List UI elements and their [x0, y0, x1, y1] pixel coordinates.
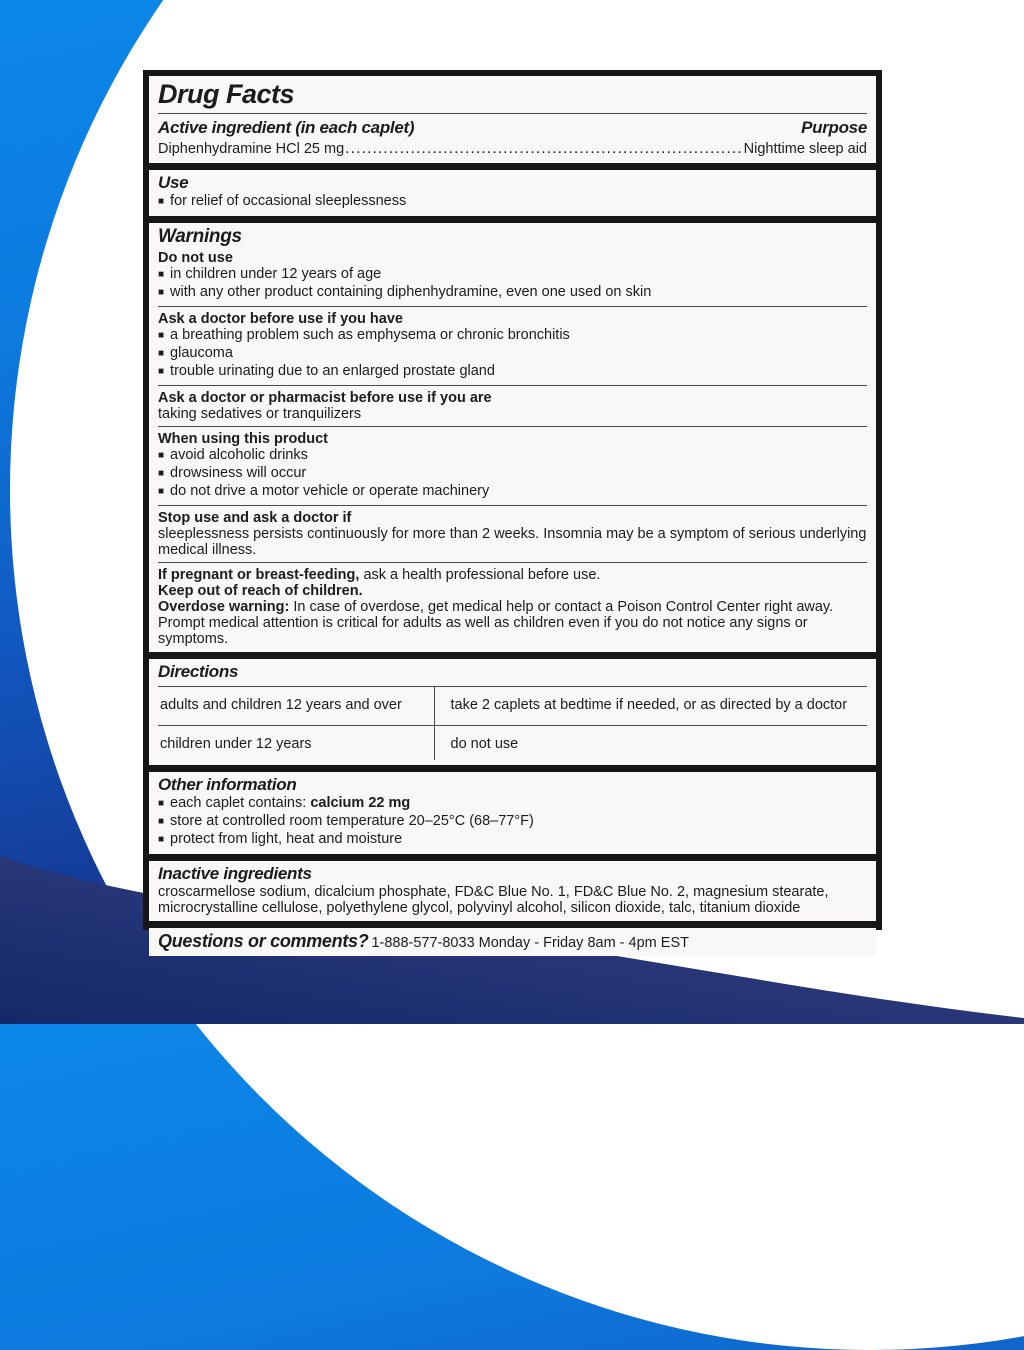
- divider-rule: [158, 505, 867, 506]
- keep-out-of-reach-line: Keep out of reach of children.: [158, 583, 363, 599]
- bullet-item: ■ in children under 12 years of age: [158, 266, 867, 284]
- overdose-text: In case of overdose, get medical help or contact a Poison Control Center right away. Prompt medical attention is critical for adults as well as children even if you do not notice any signs or symptoms.: [158, 599, 834, 647]
- divider-rule: [158, 562, 867, 563]
- inactive-ingredients-text: croscarmellose sodium, dicalcium phosphate, FD&C Blue No. 1, FD&C Blue No. 2, magnesium stearate, microcrystalline cellulose, polyethylene glycol, polyvinyl alcohol, silicon dioxide, talc, titanium dioxide: [158, 884, 829, 916]
- do-not-use-heading: Do not use: [158, 250, 233, 266]
- warnings-ask-doctor-pharmacist: [158, 390, 867, 422]
- section-use: [149, 170, 876, 216]
- divider-rule: [158, 426, 867, 427]
- section-inactive-ingredients: [149, 861, 876, 921]
- stop-use-heading: Stop use and ask a doctor if: [158, 510, 352, 526]
- ingredient-purpose: Nighttime sleep aid: [743, 141, 867, 157]
- when-using-heading: When using this product: [158, 431, 328, 447]
- directions-table: [158, 686, 867, 760]
- ask-doctor-pharmacist-text: taking sedatives or tranquilizers: [158, 406, 362, 422]
- warnings-stop-use: [158, 510, 867, 558]
- divider-rule: [158, 385, 867, 386]
- warnings-do-not-use: [158, 250, 867, 302]
- ingredient-name: Diphenhydramine HCl 25 mg: [158, 141, 345, 157]
- dots-leader: [345, 140, 743, 158]
- overdose-bold: Overdose warning:: [158, 599, 290, 615]
- other-information-heading: Other information: [158, 775, 297, 794]
- divider-rule: [158, 113, 867, 114]
- section-other-information: [149, 772, 876, 854]
- directions-row-dose: take 2 caplets at bedtime if needed, or as directed by a doctor: [450, 697, 848, 713]
- questions-phone-hours: 1-888-577-8033 Monday - Friday 8am - 4pm EST: [371, 935, 689, 951]
- stop-use-text: sleeplessness persists continuously for more than 2 weeks. Insomnia may be a symptom of serious underlying medical illness.: [158, 526, 867, 558]
- ingredient-row: [158, 140, 867, 158]
- divider-rule: [158, 306, 867, 307]
- active-ingredient-heading: Active ingredient (in each caplet): [158, 118, 415, 137]
- inactive-ingredients-heading: Inactive ingredients: [158, 864, 312, 883]
- warnings-pregnant-line: [158, 567, 867, 647]
- ask-doctor-pharmacist-heading: Ask a doctor or pharmacist before use if you are: [158, 390, 492, 406]
- pregnant-text: ask a health professional before use.: [359, 567, 601, 583]
- purpose-heading: Purpose: [801, 118, 867, 137]
- section-divider: [149, 921, 876, 928]
- questions-heading: Questions or comments?: [158, 931, 369, 951]
- directions-heading: Directions: [158, 662, 239, 681]
- section-divider: [149, 652, 876, 659]
- warnings-heading: Warnings: [158, 226, 242, 247]
- section-divider: [149, 765, 876, 772]
- bullet-item: ■ store at controlled room temperature 20–25°C (68–77°F): [158, 813, 867, 831]
- bullet-item: ■ protect from light, heat and moisture: [158, 831, 867, 849]
- other-info-calcium: calcium 22 mg: [310, 795, 411, 811]
- ask-doctor-heading: Ask a doctor before use if you have: [158, 311, 403, 327]
- bullet-item: ■ a breathing problem such as emphysema or chronic bronchitis: [158, 327, 867, 345]
- bullet-item: ■ drowsiness will occur: [158, 465, 867, 483]
- section-questions: [149, 928, 876, 956]
- section-active-ingredient: [149, 76, 876, 163]
- bullet-item: ■ do not drive a motor vehicle or operate machinery: [158, 483, 867, 501]
- section-divider: [149, 854, 876, 861]
- bullet-item: ■ trouble urinating due to an enlarged prostate gland: [158, 363, 867, 381]
- section-warnings: [149, 223, 876, 652]
- pregnant-bold: If pregnant or breast-feeding,: [158, 567, 360, 583]
- section-divider: [149, 163, 876, 170]
- drug-facts-title: Drug Facts: [158, 79, 295, 109]
- warnings-when-using: [158, 431, 867, 501]
- overdose-warning-line: [158, 599, 867, 647]
- other-info-prefix: each caplet contains:: [170, 795, 311, 811]
- use-heading: Use: [158, 173, 189, 192]
- directions-row-who: adults and children 12 years and over: [158, 687, 435, 725]
- bullet-item: ■ with any other product containing diphenhydramine, even one used on skin: [158, 284, 867, 302]
- bullet-item: [158, 795, 867, 813]
- directions-row-who: children under 12 years: [158, 725, 435, 760]
- warnings-ask-doctor: [158, 311, 867, 381]
- bullet-item: ■ glaucoma: [158, 345, 867, 363]
- directions-row-dose: do not use: [435, 725, 867, 760]
- use-bullet: ■ for relief of occasional sleeplessness: [158, 193, 867, 211]
- drug-facts-panel: [143, 70, 882, 951]
- section-directions: [149, 659, 876, 765]
- section-divider: [149, 216, 876, 223]
- bullet-item: ■ avoid alcoholic drinks: [158, 447, 867, 465]
